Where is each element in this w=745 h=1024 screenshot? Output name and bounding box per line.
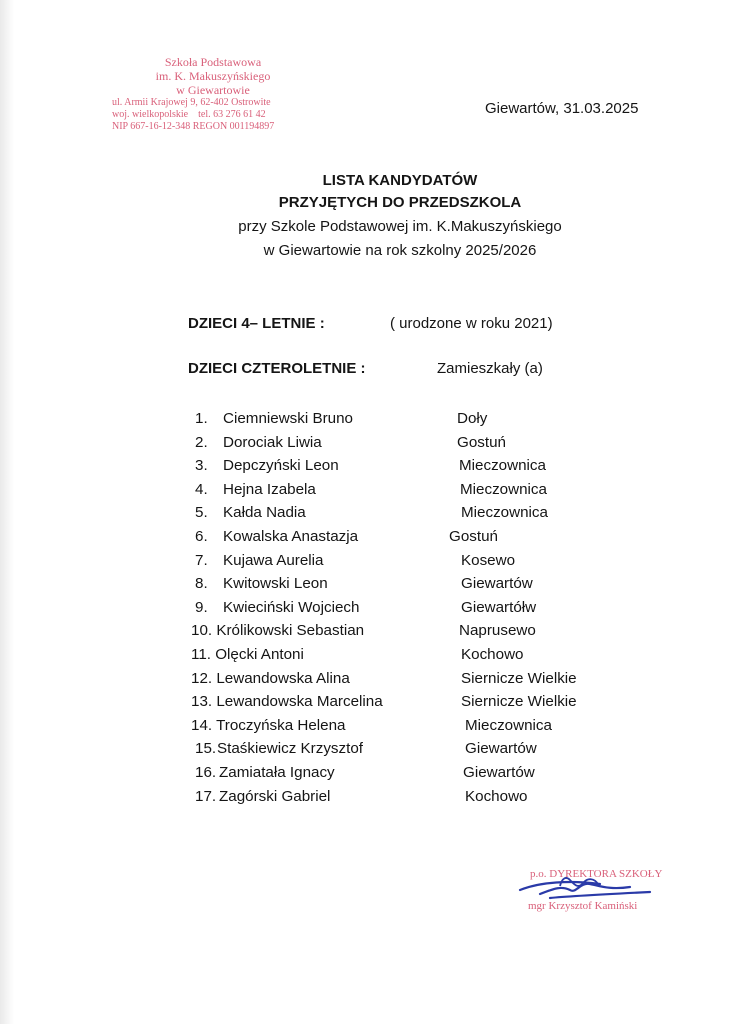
child-name: Kujawa Aurelia <box>223 551 324 569</box>
list-item <box>195 764 645 784</box>
signature-block <box>500 860 690 920</box>
child-name: Zagórski Gabriel <box>219 787 331 805</box>
list-item <box>191 693 645 713</box>
list-item <box>195 504 645 524</box>
school-stamp <box>108 55 318 133</box>
doc-title-line4: w Giewartowie na rok szkolny 2025/2026 <box>263 242 537 259</box>
child-name: Troczyńska Helena <box>216 716 346 734</box>
birth-year-note: ( urodzone w roku 2021) <box>390 315 553 332</box>
child-name: Kwieciński Wojciech <box>223 598 360 616</box>
item-number: 17. <box>195 787 217 805</box>
list-item <box>195 457 645 477</box>
child-name: Lewandowska Marcelina <box>216 693 383 711</box>
child-residence: Giewartów <box>463 764 535 781</box>
stamp-line: im. K. Makuszyńskiego <box>155 69 271 83</box>
item-number: 7. <box>195 551 208 569</box>
list-item <box>195 740 645 760</box>
item-number: 15. <box>195 740 217 758</box>
list-item <box>195 599 645 619</box>
child-residence: Gostuń <box>457 433 506 451</box>
child-name: Hejna Izabela <box>223 480 316 498</box>
item-number: 2. <box>195 433 208 451</box>
child-name: Lewandowska Alina <box>216 669 350 687</box>
child-residence: Giewartółw <box>461 598 537 616</box>
stamp-line: woj. wielkopolskie tel. 63 276 61 42 <box>112 109 266 120</box>
doc-title-line2: PRZYJĘTYCH DO PRZEDSZKOLA <box>278 194 522 211</box>
stamp-line: ul. Armii Krajowej 9, 62-402 Ostrowite <box>112 97 271 108</box>
item-number: 4. <box>195 480 208 498</box>
child-name: Dorociak Liwia <box>223 433 322 451</box>
child-residence: Doły <box>457 410 488 427</box>
child-residence: Mieczownica <box>460 480 547 498</box>
stamp-line: Szkoła Podstawowa <box>164 55 262 69</box>
group-label-2: DZIECI CZTEROLETNIE : <box>188 360 366 377</box>
stamp-line: w Giewartowie <box>176 83 250 97</box>
list-item <box>191 646 645 666</box>
item-number: 8. <box>195 575 208 593</box>
child-residence: Mieczownica <box>459 457 546 475</box>
group-label: DZIECI 4– LETNIE : <box>188 315 325 332</box>
child-residence: Kochowo <box>461 646 524 663</box>
child-residence: Giewartów <box>465 740 537 758</box>
list-item <box>195 575 645 595</box>
child-name: Ciemniewski Bruno <box>223 410 353 427</box>
item-number: 9. <box>195 598 208 616</box>
child-residence: Mieczownica <box>461 504 548 522</box>
child-name: Królikowski Sebastian <box>216 622 365 640</box>
item-number: 14. <box>191 716 213 734</box>
doc-title-line1: LISTA KANDYDATÓW <box>322 172 478 189</box>
item-number: 3. <box>195 457 208 475</box>
child-residence: Giewartów <box>461 575 533 593</box>
item-number: 16. <box>195 764 217 781</box>
child-residence: Naprusewo <box>459 622 536 640</box>
document-date: Giewartów, 31.03.2025 <box>485 100 639 117</box>
child-name: Kwitowski Leon <box>223 575 328 593</box>
child-residence: Gostuń <box>449 528 498 545</box>
item-number: 1. <box>195 410 208 427</box>
child-name: Zamiatała Ignacy <box>219 764 335 781</box>
residence-header: Zamieszkały (a) <box>437 360 543 377</box>
signature-name: mgr Krzysztof Kamiński <box>528 900 638 912</box>
child-residence: Kosewo <box>461 551 516 569</box>
page-edge-shadow <box>0 0 14 1024</box>
child-residence: Siernicze Wielkie <box>461 669 577 687</box>
item-number: 11. <box>191 646 211 663</box>
list-item <box>191 716 645 737</box>
list-item <box>195 481 645 501</box>
signature-role: p.o. DYREKTORA SZKOŁY <box>530 868 663 880</box>
item-number: 10. <box>191 622 213 640</box>
list-item <box>195 410 645 430</box>
item-number: 5. <box>195 504 208 522</box>
item-number: 12. <box>191 669 213 687</box>
doc-title-line3: przy Szkole Podstawowej im. K.Makuszyńskiego <box>238 218 562 235</box>
child-name: Kałda Nadia <box>223 504 306 522</box>
stamp-line: NIP 667-16-12-348 REGON 001194897 <box>112 121 275 132</box>
list-item <box>195 788 645 808</box>
child-residence: Mieczownica <box>465 716 552 734</box>
child-name: Staśkiewicz Krzysztof <box>217 740 364 758</box>
list-item <box>191 669 645 690</box>
child-name: Kowalska Anastazja <box>223 528 359 545</box>
child-name: Olęcki Antoni <box>215 646 304 663</box>
list-item <box>195 528 645 548</box>
item-number: 6. <box>195 528 208 545</box>
list-item <box>195 552 645 572</box>
list-item <box>191 622 645 642</box>
list-item <box>195 434 645 454</box>
child-name: Depczyński Leon <box>223 457 339 475</box>
child-residence: Siernicze Wielkie <box>461 693 577 711</box>
item-number: 13. <box>191 693 213 711</box>
child-residence: Kochowo <box>465 787 528 805</box>
